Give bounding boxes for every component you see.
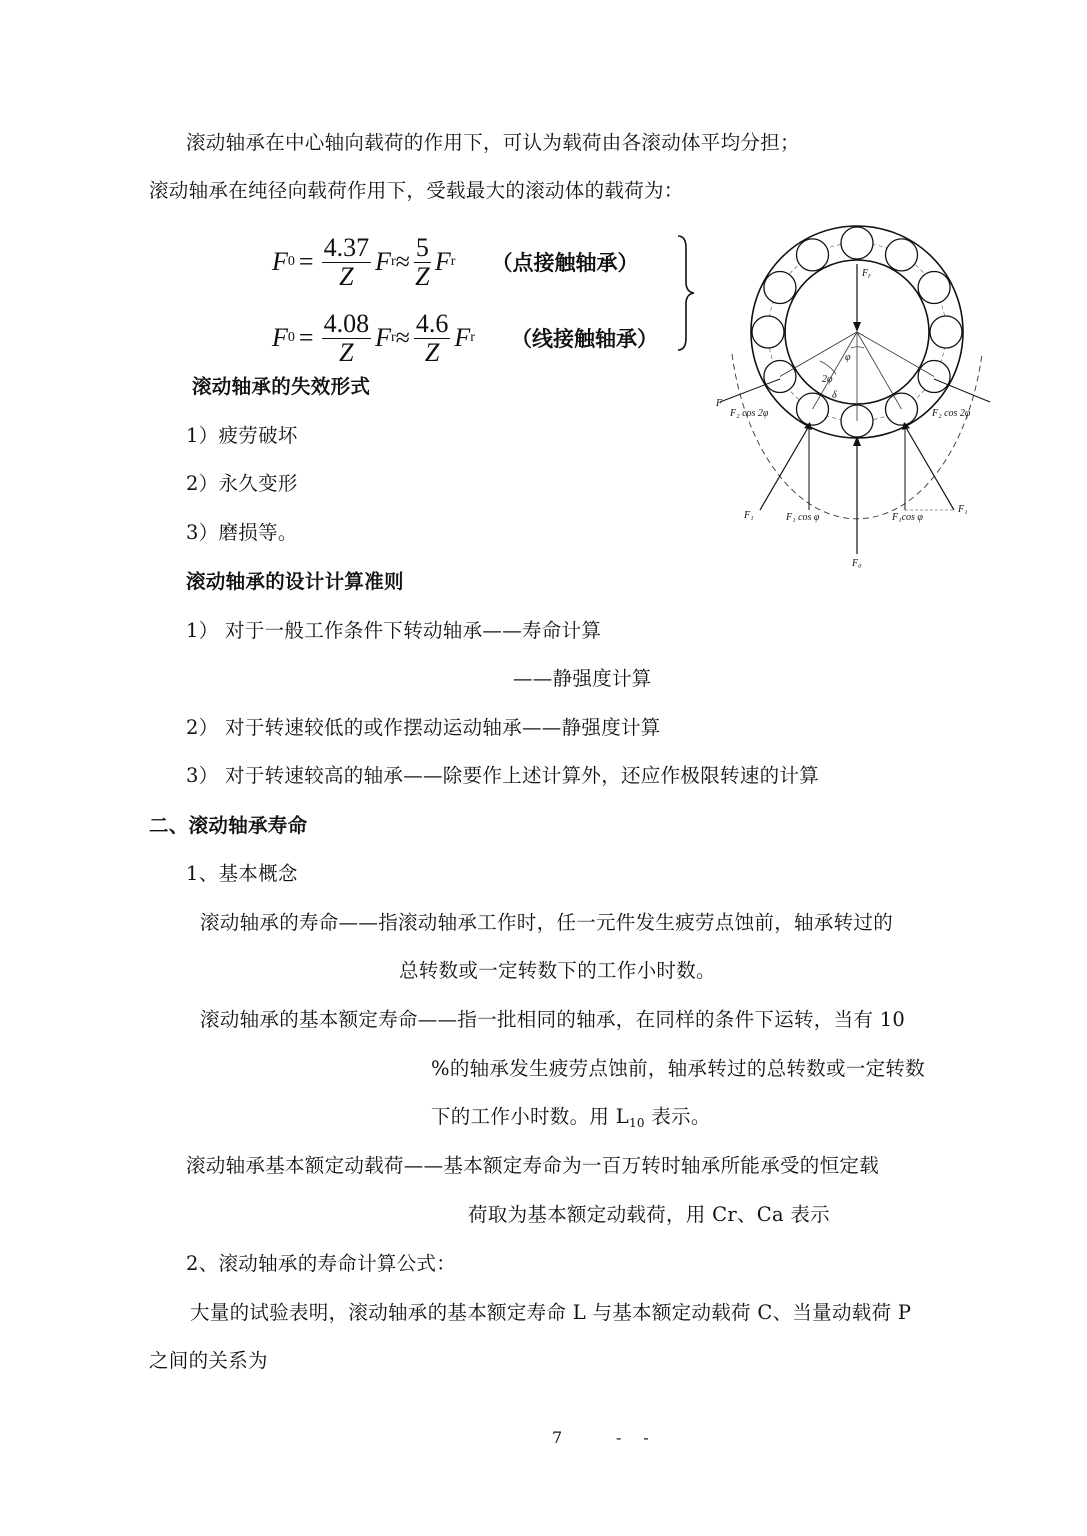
label-phi: φ [845,352,851,363]
failure-item: 1）疲劳破坏 [186,424,298,447]
subheading: 1、基本概念 [186,862,298,885]
label-f2cos-left: F₂ cos 2φ [730,408,769,419]
criteria-item: 2） 对于转速较低的或作摆动运动轴承——静强度计算 [186,716,661,739]
fraction: $\frac{4.6}{Z}$ [415,308,449,367]
heading-failure-modes: 滚动轴承的失效形式 [192,375,371,398]
rolling-element [797,239,829,271]
definition-dynamic-load-line2: 荷取为基本额定动载荷，用 Cr、Ca 表示 [468,1203,830,1226]
force-arrow-f1-left [760,426,809,510]
paragraph-relationship-line2: 之间的关系为 [149,1349,268,1372]
subheading: 2、滚动轴承的寿命计算公式： [186,1252,457,1275]
formula-lhs: F [272,323,288,352]
definition-rated-life-line3: 下的工作小时数。用 $L_{10}$ 表示。 [431,1105,711,1130]
rolling-element [752,316,784,348]
formula-point-contact: F 0 = $\frac{4.37}{Z}$ F r ≈ $\frac{5}{Z}$ F r （点接触轴承） [272,232,639,291]
paragraph-relationship-line1: 大量的试验表明，滚动轴承的基本额定寿命 L 与基本额定动载荷 C、当量动载荷 P [190,1301,912,1324]
criteria-item: 1） 对于一般工作条件下转动轴承——寿命计算 [186,619,602,642]
formula-note: （线接触轴承） [510,327,658,351]
bearing-load-diagram [712,214,992,574]
fraction: $\frac{4.08}{Z}$ [323,308,370,367]
rolling-element [886,239,918,271]
force-arrow-f1-right [905,426,954,510]
fraction: $\frac{5}{Z}$ [415,232,430,291]
criteria-item: 3） 对于转速较高的轴承——除要作上述计算外，还应作极限转速的计算 [186,764,820,787]
label-delta: δ [832,390,837,401]
label-f2-left: F [716,398,723,409]
definition-life-line2: 总转数或一定转数下的工作小时数。 [399,959,716,982]
definition-dynamic-load-line1: 滚动轴承基本额定动载荷——基本额定寿命为一百万转时轴承所能承受的恒定载 [186,1154,880,1177]
failure-item: 2）永久变形 [186,472,298,495]
rolling-element [930,316,962,348]
heading-design-criteria: 滚动轴承的设计计算准则 [186,570,404,593]
paragraph-radial-load: 滚动轴承在纯径向载荷作用下，受载最大的滚动体的载荷为： [149,179,684,202]
definition-rated-life-line1: 滚动轴承的基本额定寿命——指一批相同的轴承，在同样的条件下运转，当有 10 [200,1008,906,1031]
label-f1cos-left: F₁ cos φ [786,512,820,523]
label-2phi: 2φ [822,374,833,385]
formula-lhs: F [272,247,288,276]
fraction: $\frac{4.37}{Z}$ [323,232,370,291]
label-f2cos-right: F₂ cos 2φ [932,408,971,419]
label-f1-left: F₁ [744,510,754,521]
formula-note: （点接触轴承） [491,251,639,275]
criteria-item-cont: ——静强度计算 [513,667,652,690]
page-number: 7 [552,1428,563,1447]
label-f1-right: F₁ [958,504,968,515]
section-heading: 二、滚动轴承寿命 [149,814,308,837]
rolling-element [918,272,950,304]
formula-brace [676,234,696,352]
page-dashes: - - [616,1428,649,1447]
definition-rated-life-line2: %的轴承发生疲劳点蚀前，轴承转过的总转数或一定转数 [431,1057,926,1080]
definition-life-line1: 滚动轴承的寿命——指滚动轴承工作时，任一元件发生疲劳点蚀前，轴承转过的 [200,911,894,934]
formula-line-contact: F 0 = $\frac{4.08}{Z}$ F r ≈ $\frac{4.6}{Z}$ F r （线接触轴承） [272,308,658,367]
label-f1cos-right: F₁cos φ [892,512,923,523]
arrowhead [853,322,861,332]
paragraph-axial-load: 滚动轴承在中心轴向载荷的作用下，可认为载荷由各滚动体平均分担； [186,131,800,154]
label-fr: $F_r$ [862,268,871,280]
rolling-element [841,227,873,259]
label-f0: F₀ [852,558,862,569]
rolling-element [764,272,796,304]
failure-item: 3）磨损等。 [186,521,298,544]
